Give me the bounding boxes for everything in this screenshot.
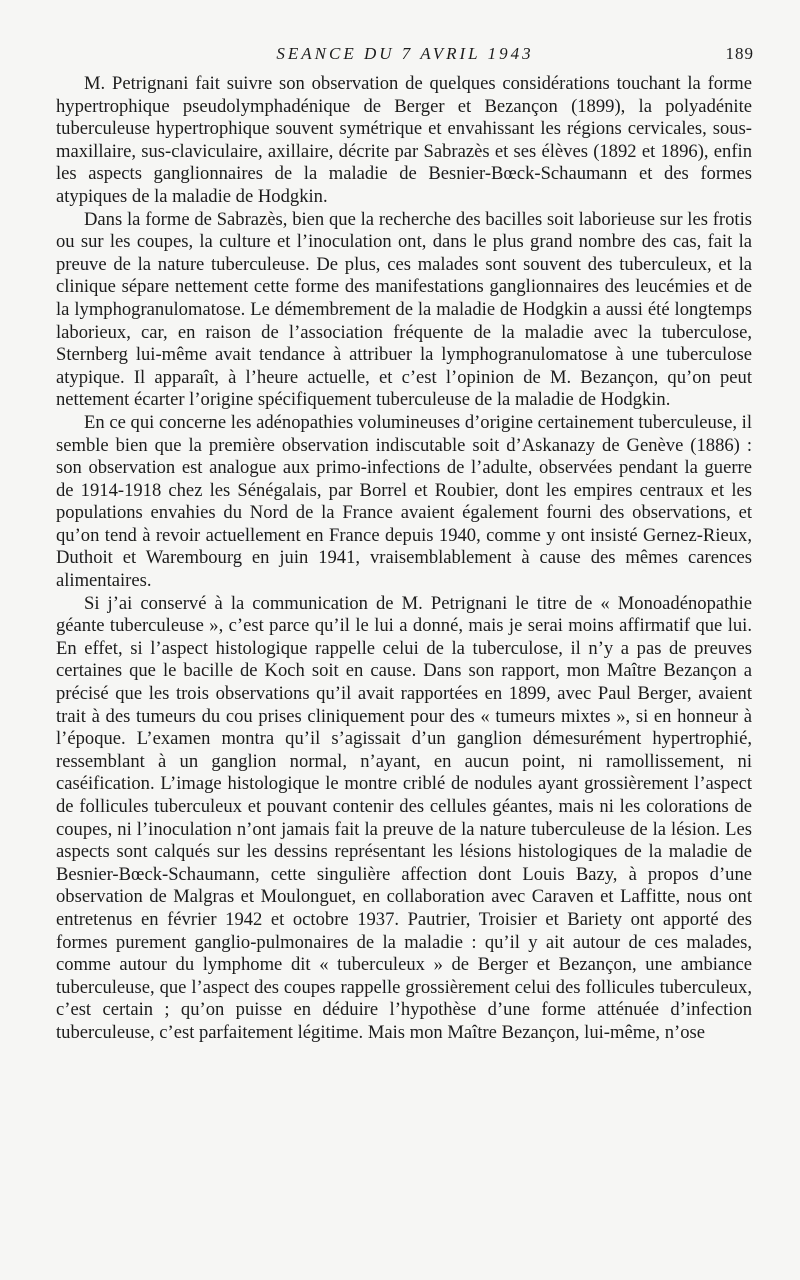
paragraph: M. Petrignani fait suivre son observation de quelques considérations touchant la forme hypertrophique pseudolymphadénique de Berger et Bezançon (1899), la polyadénite tuberculeuse hypertrophique souvent symétrique et envahissant les régions cervicales, sous-maxillaire, sus-claviculaire, axillaire, décrite par Sabrazès et ses élèves (1892 et 1896), enfin les aspects ganglionnaires de la maladie de Besnier-Bœck-Schaumann et des formes atypiques de la maladie de Hodgkin. xyxy=(56,73,752,207)
paragraph: En ce qui concerne les adénopathies volumineuses d’origine certainement tuberculeuse, il semble bien que la première observation indiscutable soit d’Askanazy de Genève (1886) : son observation est analogue aux primo-infections de l’adulte, observées pendant la guerre de 1914-1918 chez les Sénégalais, par Borrel et Roubier, dont les empires centraux et les populations envahies du Nord de la France avaient également fourni des observations, et qu’on tend à revoir actuellement en France depuis 1940, comme y ont insisté Gernez-Rieux, Duthoit et Warembourg en juin 1941, vraisemblablement à cause des mêmes carences alimentaires. xyxy=(56,411,752,592)
running-title: SEANCE DU 7 AVRIL 1943 xyxy=(276,44,534,63)
running-header xyxy=(56,44,754,68)
page-number: 189 xyxy=(725,44,754,63)
paragraph: Si j’ai conservé à la communication de M. Petrignani le titre de « Monoadénopathie géante tuberculeuse », c’est parce qu’il le lui a donné, mais je serai moins affirmatif que lui. En effet, si l’aspect histologique rappelle celui de la tuberculose, il n’y a pas de preuves certaines que le bacille de Koch soit en cause. Dans son rapport, mon Maître Bezançon a précisé que les trois observations qu’il avait rapportées en 1899, avec Paul Berger, avaient trait à des tumeurs du cou prises cliniquement pour des « tumeurs mixtes », si en honneur à l’époque. L’examen montra qu’il s’agissait d’un ganglion démesurément hypertrophié, ressemblant à un ganglion normal, n’ayant, en aucun point, ni ramollissement, ni caséification. L’image histologique le montre criblé de nodules ayant grossièrement l’aspect de follicules tuberculeux et pouvant contenir des cellules géantes, mais ni les colorations de coupes, ni l’inoculation n’ont jamais fait la preuve de la nature tuberculeuse de la lésion. Les aspects sont calqués sur les dessins représentant les lésions histologiques de la maladie de Besnier-Bœck-Schaumann, cette singulière affection dont Louis Bazy, à propos d’une observation de Malgras et Moulonguet, en collaboration avec Caraven et Laffitte, nous ont entretenus en février 1942 et octobre 1937. Pautrier, Troisier et Bariety ont apporté des formes purement ganglio-pulmonaires de la maladie : qu’il y ait autour de ces malades, comme autour du lymphome dit « tuberculeux » de Berger et Bezançon, une ambiance tuberculeuse, que l’aspect des coupes rappelle grossièrement celui des follicules tuberculeux, c’est certain ; qu’on puisse en déduire l’hypothèse d’une forme atténuée d’infection tuberculeuse, c’est parfaitement légitime. Mais mon Maître Bezançon, lui-même, n’ose xyxy=(56,592,752,1043)
paragraph: Dans la forme de Sabrazès, bien que la recherche des bacilles soit laborieuse sur les frotis ou sur les coupes, la culture et l’inoculation ont, dans le plus grand nombre des cas, fait la preuve de la nature tuberculeuse. De plus, ces malades sont souvent des tuberculeux, et la clinique sépare nettement cette forme des manifestations ganglionnaires des leucémies et de la lymphogranulomatose. Le démembrement de la maladie de Hodgkin a aussi été longtemps laborieux, car, en raison de l’association fréquente de la maladie avec la tuberculose, Sternberg lui-même avait tendance à attribuer la lymphogranulomatose à une tuberculose atypique. Il apparaît, à l’heure actuelle, et c’est l’opinion de M. Bezançon, qu’on peut nettement écarter l’origine spécifiquement tuberculeuse de la maladie de Hodgkin. xyxy=(56,208,752,411)
body-text xyxy=(56,73,752,1045)
